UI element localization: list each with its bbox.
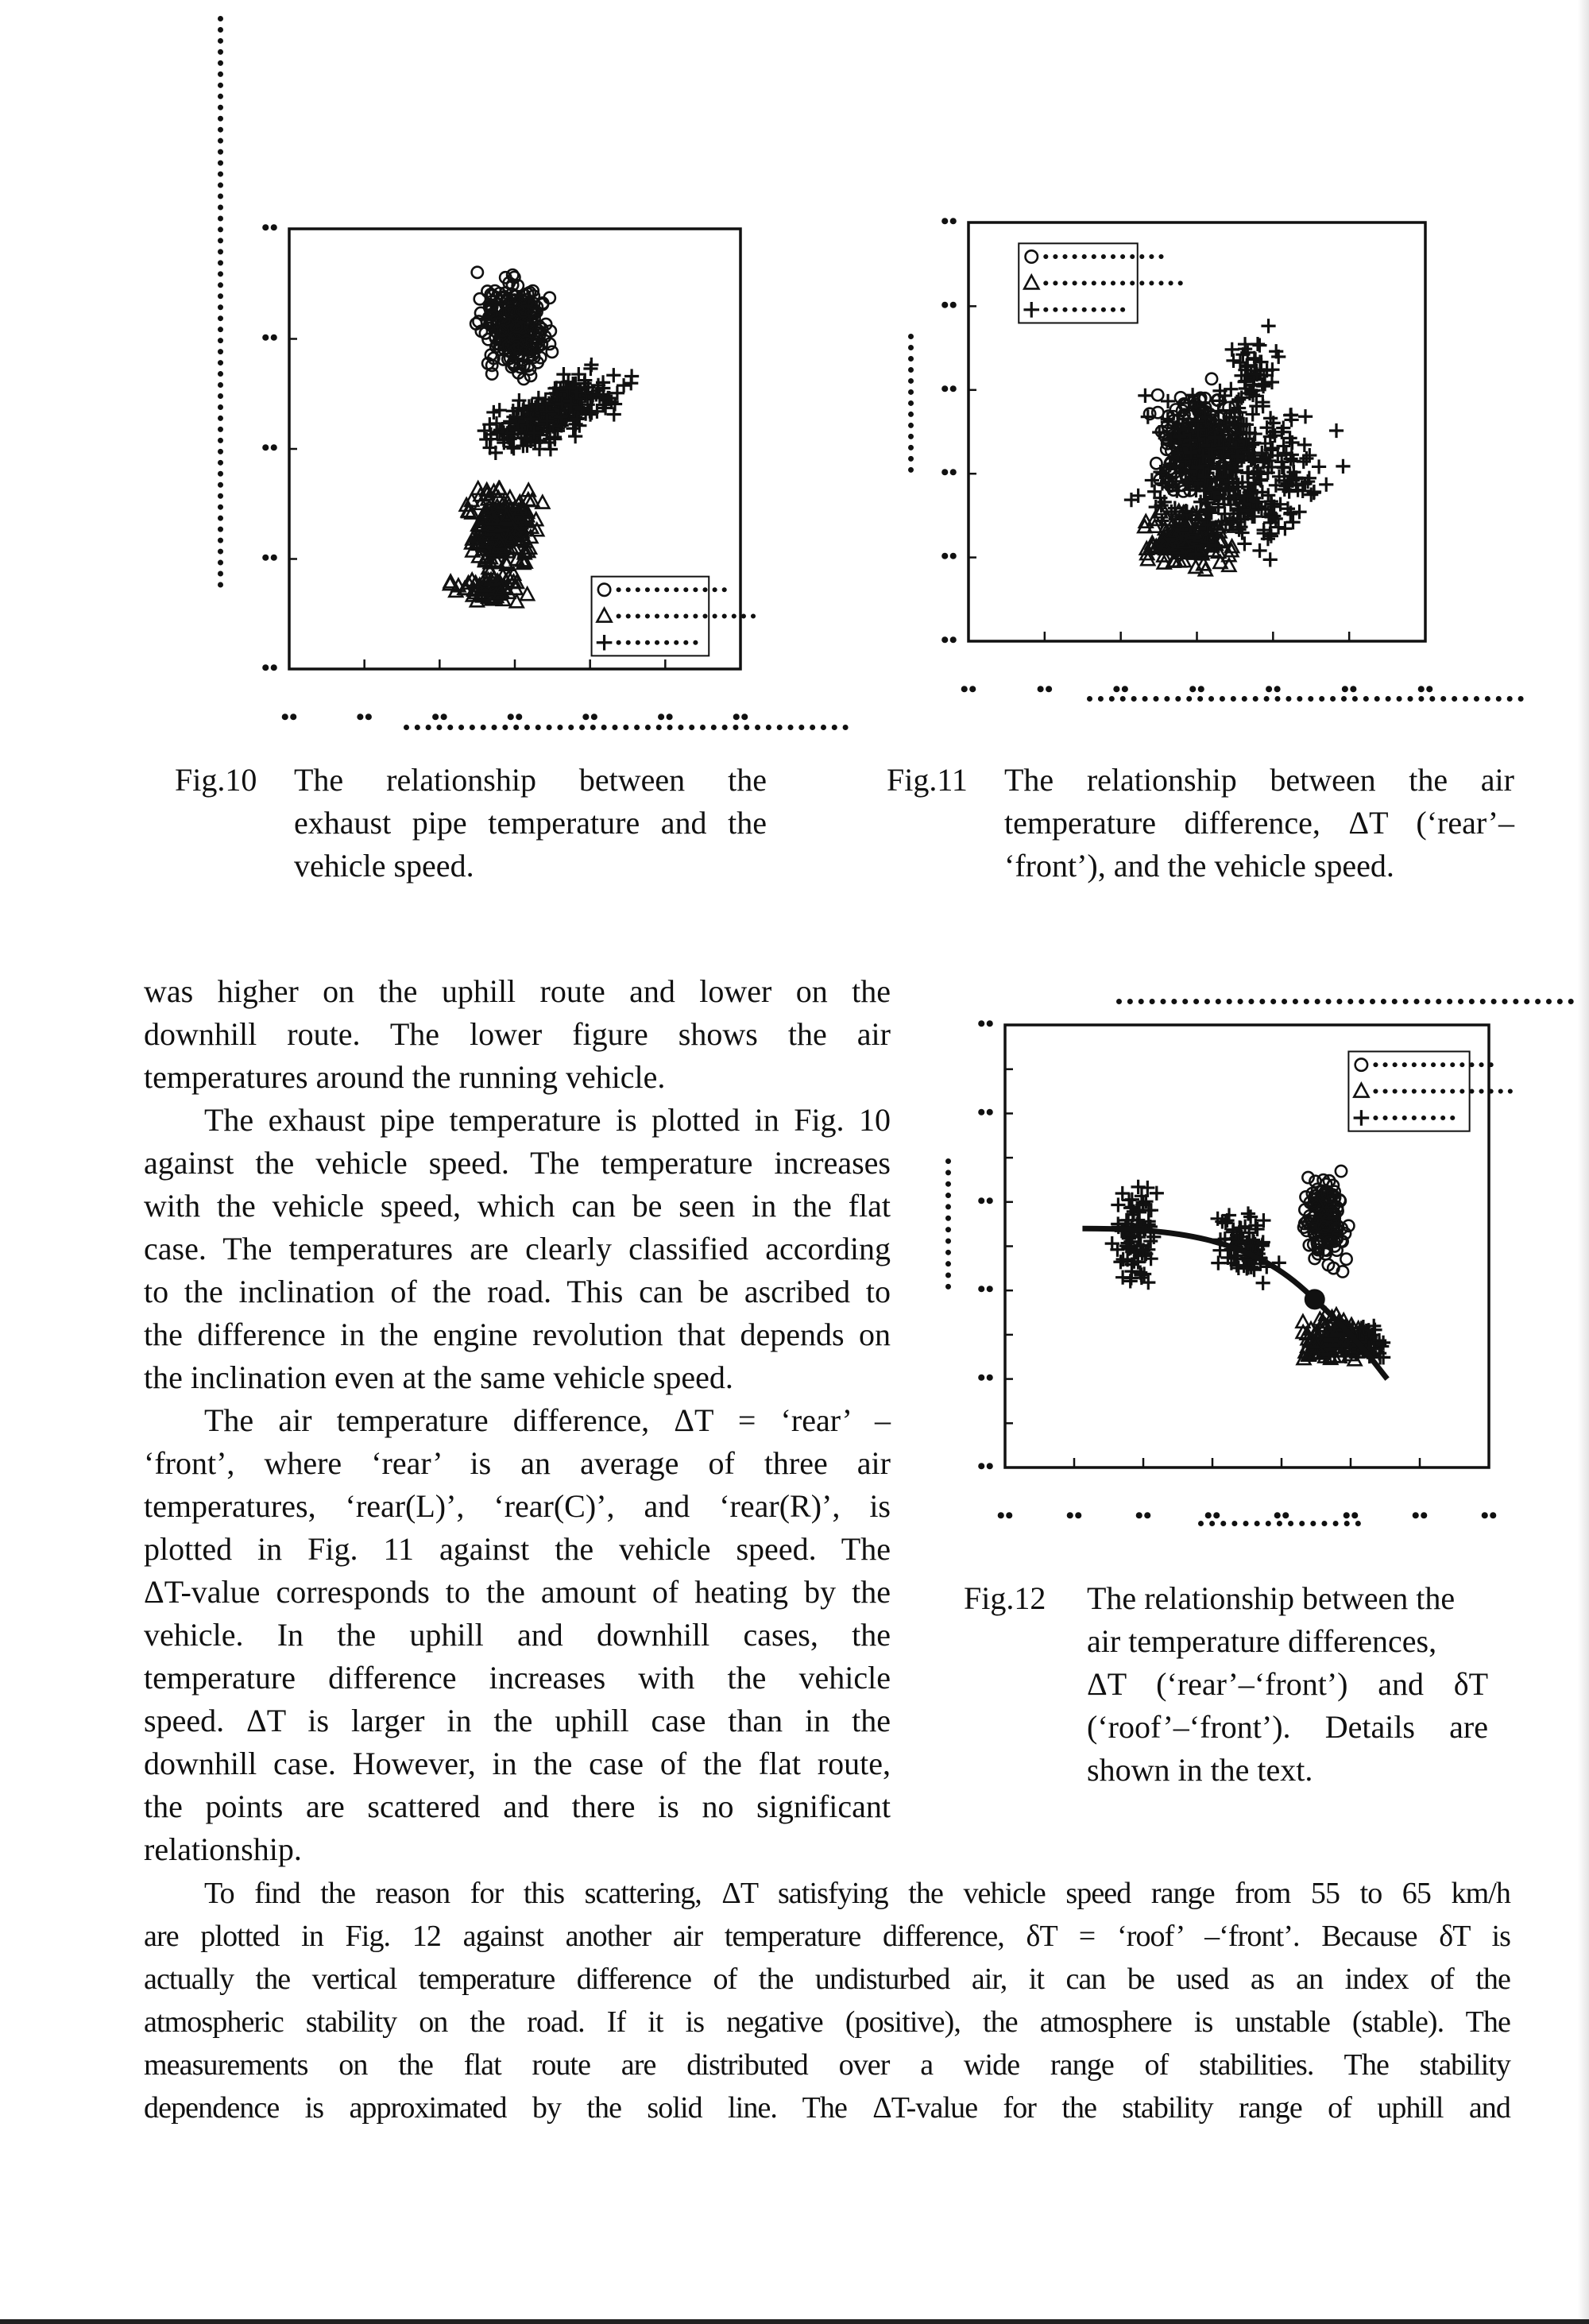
circle-marker	[1152, 389, 1163, 400]
plus-marker	[1319, 478, 1333, 492]
text-line: the difference in the engine revolution that depends on	[144, 1317, 891, 1352]
y-tick-label-redacted: ••	[940, 627, 957, 653]
scan-page-edge	[1578, 0, 1589, 2324]
caption-line: vehicle speed.	[294, 848, 474, 884]
fig12-title-redacted	[1116, 999, 1585, 1004]
text-line: temperature difference increases with the vehicle	[144, 1660, 891, 1696]
plus-marker	[1263, 552, 1278, 566]
x-tick-label-redacted: ••	[582, 704, 599, 730]
text-line: vehicle. In the uphill and downhill cases, the	[144, 1617, 891, 1653]
fig11-xlabel-redacted	[1087, 696, 1524, 702]
fig12-ylabel-redacted	[945, 1158, 951, 1290]
fig11-scatter-svg	[940, 208, 1434, 702]
plus-marker	[1256, 1276, 1270, 1290]
text-line: The air temperature difference, ΔT = ‘rear’ –	[204, 1402, 891, 1438]
circle-marker	[1336, 1166, 1347, 1177]
x-tick-label-redacted: ••	[1342, 1502, 1359, 1529]
text-line: downhill case. However, in the case of the flat route,	[144, 1746, 891, 1781]
figure-12-plot	[976, 1011, 1498, 1529]
caption-line: The relationship between the	[1087, 1580, 1456, 1616]
x-tick-label-redacted: ••	[506, 704, 524, 730]
y-tick-label-redacted: ••	[940, 375, 957, 402]
fig10-xlabel-redacted	[404, 725, 849, 730]
text-line: plotted in Fig. 11 against the vehicle speed. The	[144, 1531, 891, 1567]
caption-line: temperature difference, ΔT (‘rear’–	[1004, 805, 1514, 841]
y-tick-label-redacted: ••	[940, 543, 957, 570]
fig12-label: Fig.12	[964, 1580, 1046, 1616]
text-line: with the vehicle speed, which can be seen in the flat	[144, 1188, 891, 1224]
y-tick-label-redacted: ••	[940, 459, 957, 486]
x-tick-label-redacted: ••	[656, 704, 674, 730]
fig11-ylabel-redacted	[908, 334, 914, 473]
fig10-scatter-svg	[261, 215, 749, 730]
y-tick-label-redacted: ••	[261, 215, 278, 241]
text-line: atmospheric stability on the road. If it is negative (positive), the atmosphere is unstable (stable). The	[144, 2005, 1510, 2039]
circle-marker	[1206, 373, 1217, 385]
text-line: are plotted in Fig. 12 against another air temperature difference, δT = ‘roof’ –‘front’. Because δT is	[144, 1920, 1510, 1953]
x-tick-label-redacted: ••	[280, 704, 298, 730]
plus-marker	[1237, 536, 1251, 551]
x-tick-label-redacted: ••	[1411, 1502, 1429, 1529]
y-tick-label-redacted: ••	[940, 292, 957, 319]
caption-line: ‘front’), and the vehicle speed.	[1004, 848, 1394, 884]
x-tick-label-redacted: ••	[1480, 1502, 1498, 1529]
x-tick-label-redacted: ••	[1135, 1502, 1152, 1529]
y-tick-label-redacted: ••	[976, 1187, 994, 1214]
plus-marker	[1298, 409, 1313, 423]
y-tick-label-redacted: ••	[976, 1011, 994, 1037]
x-tick-label-redacted: ••	[960, 676, 977, 702]
x-tick-label-redacted: ••	[1417, 676, 1434, 702]
plus-marker	[1251, 337, 1265, 351]
mean-point	[1305, 1289, 1325, 1309]
text-line: actually the vertical temperature difference of the undisturbed air, it can be used as an index of the	[144, 1962, 1510, 1996]
text-line: temperatures around the running vehicle.	[144, 1059, 666, 1095]
plus-marker	[1292, 505, 1306, 519]
y-tick-label-redacted: ••	[261, 544, 278, 571]
x-tick-label-redacted: ••	[1036, 676, 1054, 702]
circle-marker	[1340, 1254, 1351, 1265]
text-line: measurements on the flat route are distributed over a wide range of stabilities. The stability	[144, 2048, 1510, 2082]
plus-marker	[606, 368, 621, 382]
caption-line: shown in the text.	[1087, 1752, 1313, 1788]
x-tick-label-redacted: ••	[732, 704, 749, 730]
plus-marker	[1299, 451, 1313, 466]
fig12-xlabel-redacted	[1198, 1521, 1361, 1526]
x-tick-label-redacted: ••	[1340, 676, 1358, 702]
caption-line: The relationship between the	[294, 762, 767, 798]
plus-marker	[1113, 1255, 1127, 1269]
plus-marker	[1329, 423, 1343, 438]
y-tick-label-redacted: ••	[976, 1099, 994, 1126]
x-tick-label-redacted: ••	[431, 704, 448, 730]
fig10-ylabel-redacted	[218, 16, 223, 588]
body-text-full-width	[144, 1872, 1510, 2129]
plus-marker	[617, 378, 631, 392]
x-tick-label-redacted: ••	[1204, 1502, 1221, 1529]
circle-marker	[547, 346, 558, 358]
text-line: The exhaust pipe temperature is plotted in Fig. 10	[204, 1102, 891, 1138]
text-line: was higher on the uphill route and lower on the	[144, 973, 891, 1009]
fig11-label: Fig.11	[887, 762, 968, 798]
x-tick-label-redacted: ••	[1273, 1502, 1290, 1529]
y-tick-label-redacted: ••	[976, 1276, 994, 1303]
plus-marker	[1241, 1206, 1255, 1220]
text-line: speed. ΔT is larger in the uphill case than in the	[144, 1703, 891, 1738]
text-line: case. The temperatures are clearly classified according	[144, 1231, 891, 1266]
figure-11-plot	[940, 208, 1434, 702]
x-tick-label-redacted: ••	[996, 1502, 1014, 1529]
caption-line: ΔT (‘rear’–‘front’) and δT	[1087, 1666, 1488, 1702]
text-line: ΔT-value corresponds to the amount of heating by the	[144, 1574, 891, 1610]
plus-marker	[1261, 319, 1275, 333]
figure-10-plot	[261, 215, 749, 730]
x-tick-label-redacted: ••	[1264, 676, 1282, 702]
x-tick-label-redacted: ••	[1112, 676, 1130, 702]
text-line: To find the reason for this scattering, ΔT satisfying the vehicle speed range from 55 to 65 km/h	[204, 1877, 1510, 1910]
caption-line: exhaust pipe temperature and the	[294, 805, 767, 841]
scan-bottom-border	[0, 2319, 1589, 2324]
y-tick-label-redacted: ••	[261, 655, 278, 681]
body-text-left-column	[144, 970, 891, 1871]
plus-marker	[1138, 389, 1152, 403]
y-tick-label-redacted: ••	[261, 435, 278, 461]
plus-marker	[624, 369, 639, 383]
text-line: dependence is approximated by the solid line. The ΔT-value for the stability range of uphill and	[144, 2091, 1510, 2125]
y-tick-label-redacted: ••	[261, 324, 278, 351]
x-tick-label-redacted: ••	[356, 704, 373, 730]
plus-marker	[1336, 459, 1350, 474]
text-line: the inclination even at the same vehicle speed.	[144, 1359, 733, 1395]
x-tick-label-redacted: ••	[1065, 1502, 1083, 1529]
text-line: ‘front’, where ‘rear’ is an average of three air	[144, 1445, 891, 1481]
plus-marker	[1252, 543, 1266, 558]
fig10-label: Fig.10	[175, 762, 257, 798]
text-line: relationship.	[144, 1831, 302, 1867]
text-line: the points are scattered and there is no significant	[144, 1788, 891, 1824]
text-line: downhill route. The lower figure shows the air	[144, 1016, 891, 1052]
circle-marker	[472, 267, 483, 278]
caption-line: The relationship between the air	[1004, 762, 1514, 798]
text-line: against the vehicle speed. The temperature increases	[144, 1145, 891, 1181]
caption-line: (‘roof’–‘front’). Details are	[1087, 1709, 1488, 1745]
text-line: temperatures, ‘rear(L)’, ‘rear(C)’, and ‘rear(R)’, is	[144, 1488, 891, 1524]
y-tick-label-redacted: ••	[976, 1364, 994, 1391]
y-tick-label-redacted: ••	[940, 208, 957, 234]
text-line: to the inclination of the road. This can be ascribed to	[144, 1274, 891, 1309]
triangle-marker	[535, 496, 549, 508]
caption-line: air temperature differences,	[1087, 1623, 1437, 1659]
y-tick-label-redacted: ••	[976, 1453, 994, 1479]
fig12-scatter-svg	[976, 1011, 1498, 1529]
plus-marker	[1312, 459, 1326, 474]
x-tick-label-redacted: ••	[1188, 676, 1206, 702]
